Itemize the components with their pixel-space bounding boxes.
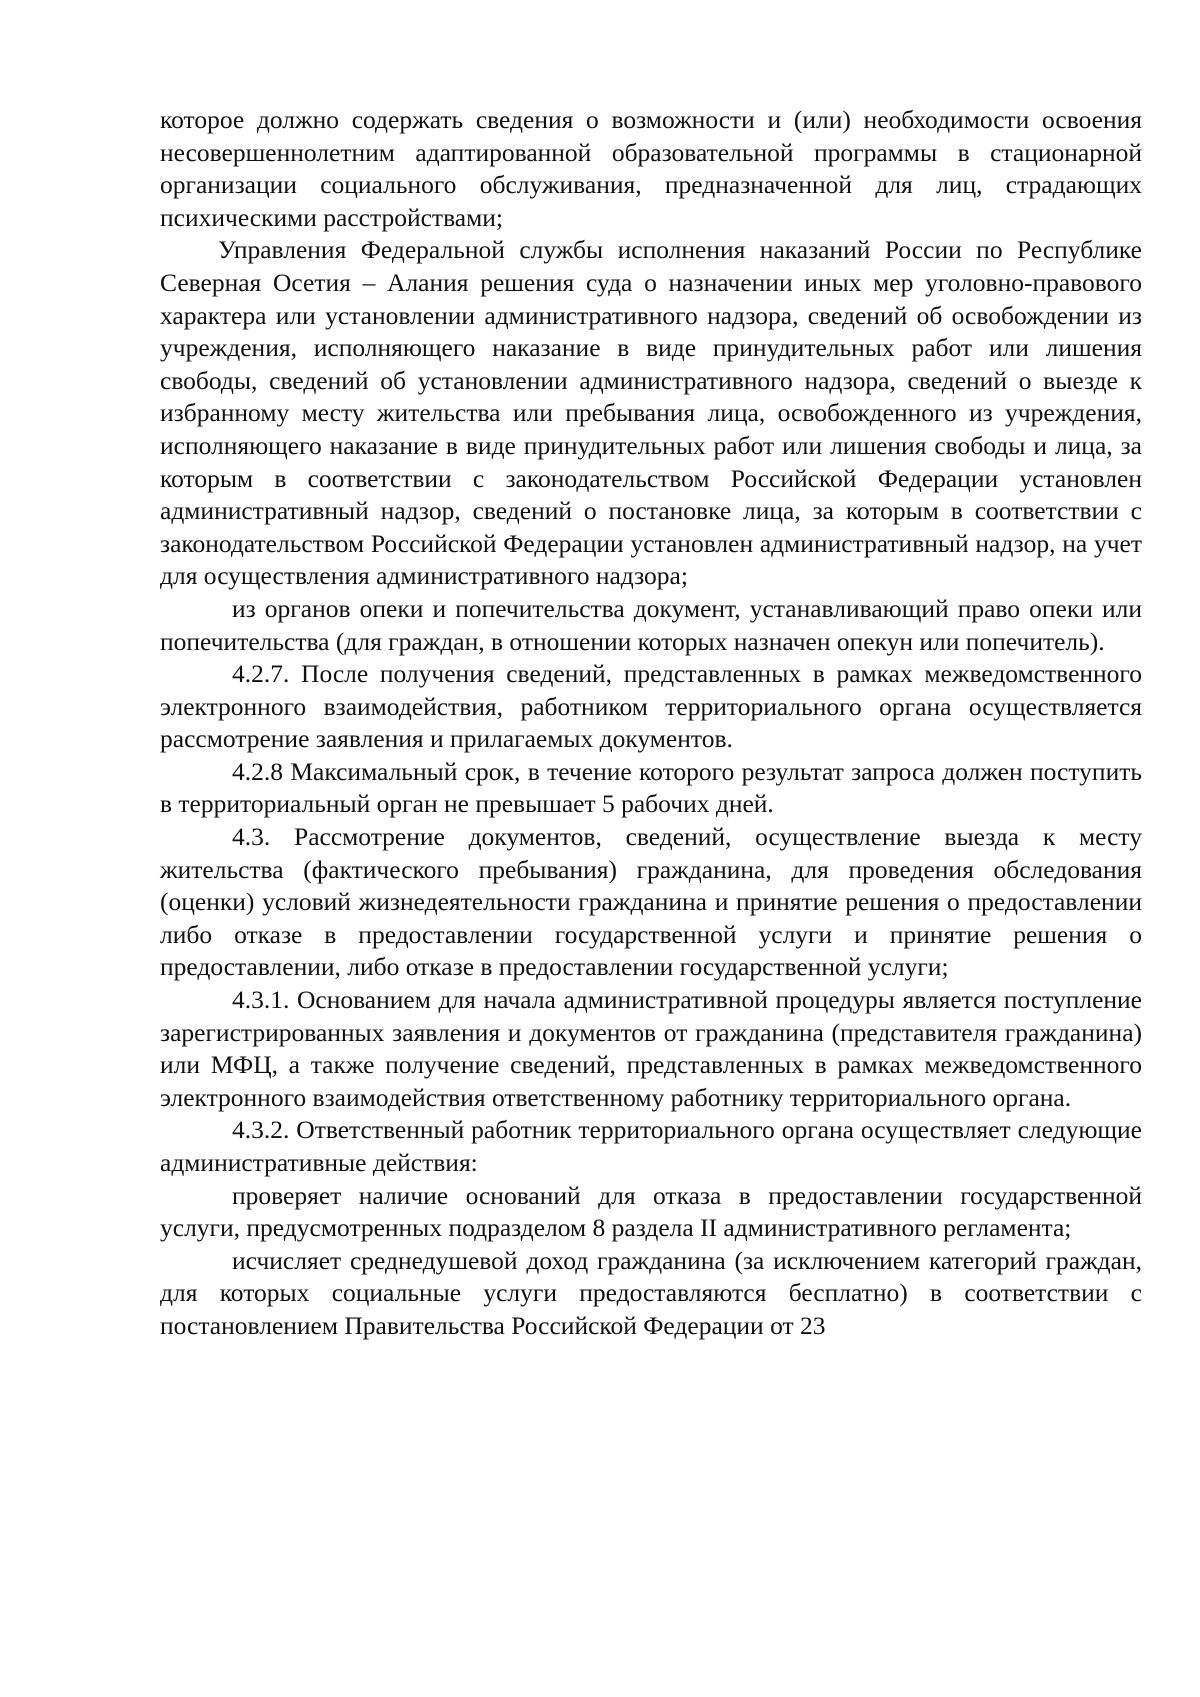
- paragraph-fsin: Управления Федеральной службы исполнения наказаний России по Республике Северная Осетия – Алания решения суда о назначении иных мер уголовно-правового характера или установлении административного надзора, сведений об освобождении из учреждения, исполняющего наказание в виде принудительных работ или лишения свободы, сведений об установлении административного надзора, сведений о выезде к избранному месту жительства или пребывания лица, освобожденного из учреждения, исполняющего наказание в виде принудительных работ или лишения свободы и лица, за которым в соответствии с законодательством Российской Федерации установлен административный надзор, сведений о постановке лица, за которым в соответствии с законодательством Российской Федерации установлен административный надзор, на учет для осуществления административного надзора;: [160, 235, 1142, 591]
- document-body: [160, 104, 1142, 1343]
- paragraph-guardianship: из органов опеки и попечительства документ, устанавливающий право опеки или попечительства (для граждан, в отношении которых назначен опекун или попечитель).: [160, 593, 1142, 656]
- paragraph-4-3-2: 4.3.2. Ответственный работник территориального органа осуществляет следующие административные действия:: [160, 1115, 1142, 1177]
- paragraph-continuation: которое должно содержать сведения о возможности и (или) необходимости освоения несовершеннолетним адаптированной образовательной программы в стационарной организации социального обслуживания, предназначенной для лиц, страдающих психическими расстройствами;: [160, 105, 1142, 232]
- paragraph-4-2-7: 4.2.7. После получения сведений, представленных в рамках межведомственного электронного взаимодействия, работником территориального органа осуществляется рассмотрение заявления и прилагаемых документов.: [160, 659, 1142, 754]
- paragraph-4-3-1: 4.3.1. Основанием для начала административной процедуры является поступление зарегистрированных заявления и документов от гражданина (представителя гражданина) или МФЦ, а также получение сведений, представленных в рамках межведомственного электронного взаимодействия ответственному работнику территориального органа.: [160, 985, 1142, 1112]
- paragraph-4-3: 4.3. Рассмотрение документов, сведений, осуществление выезда к месту жительства (фактического пребывания) гражданина, для проведения обследования (оценки) условий жизнедеятельности гражданина и принятие решения о предоставлении либо отказе в предоставлении государственной услуги и принятие решения о предоставлении, либо отказе в предоставлении государственной услуги;: [160, 822, 1142, 982]
- paragraph-checks-grounds: проверяет наличие оснований для отказа в предоставлении государственной услуги, предусмотренных подразделом 8 раздела II административного регламента;: [160, 1180, 1142, 1243]
- paragraph-calculates-income: исчисляет среднедушевой доход гражданина (за исключением категорий граждан, для которых социальные услуги предоставляются бесплатно) в соответствии с постановлением Правительства Российской Федерации от 23: [160, 1245, 1142, 1340]
- paragraph-4-2-8: 4.2.8 Максимальный срок, в течение которого результат запроса должен поступить в территориальный орган не превышает 5 рабочих дней.: [160, 756, 1142, 819]
